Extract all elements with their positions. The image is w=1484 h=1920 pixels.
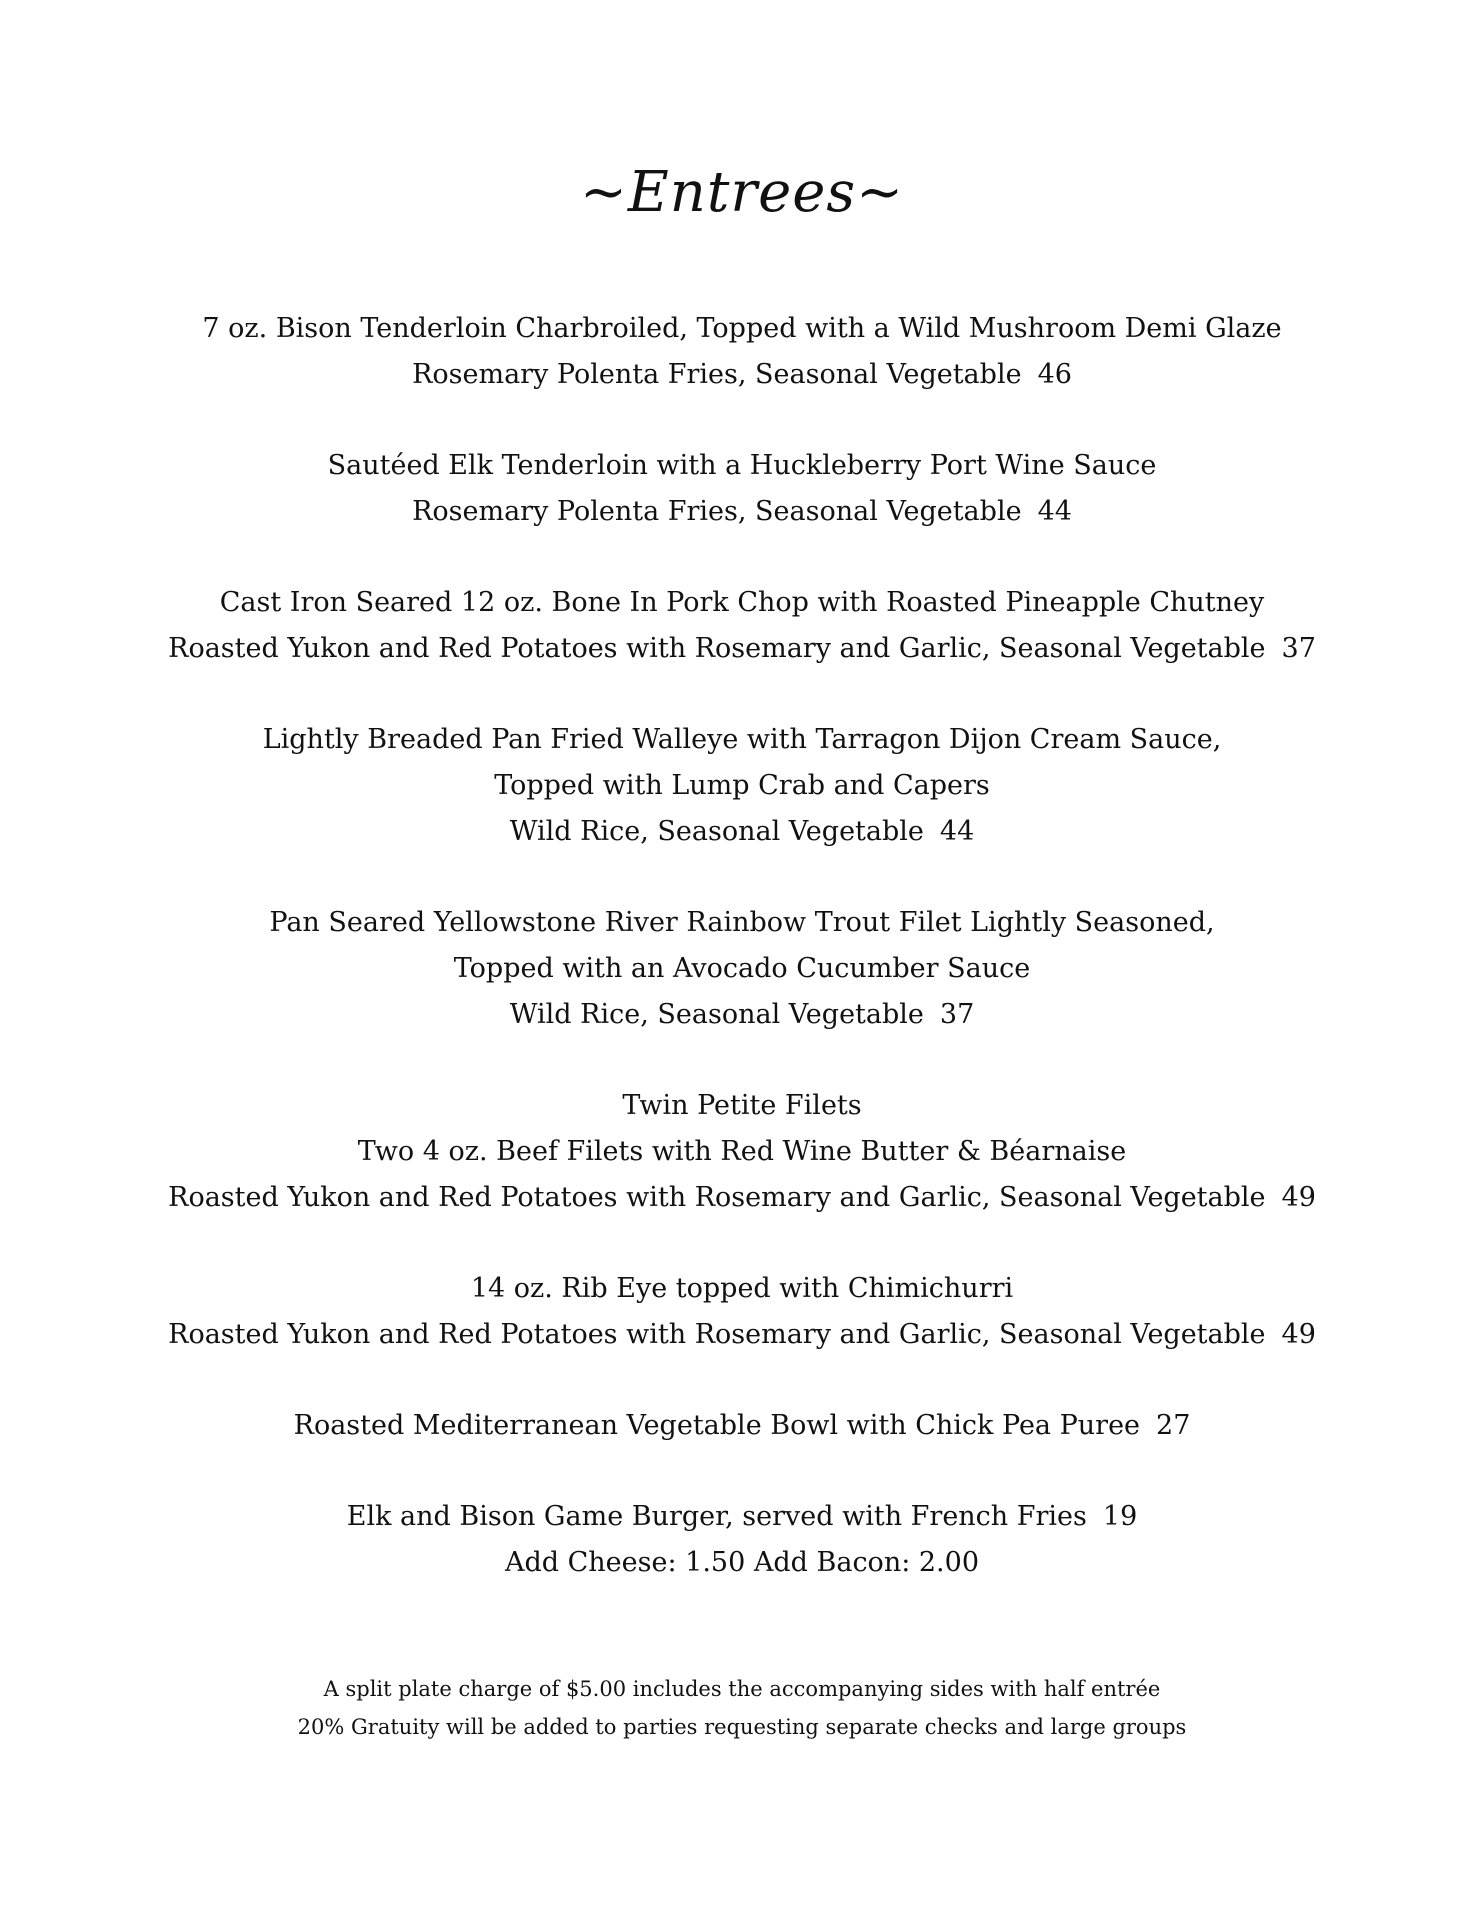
entree-item	[0, 1403, 1484, 1449]
entree-price: 27	[1156, 1410, 1191, 1441]
entree-description: Pan Seared Yellowstone River Rainbow Trout Filet Lightly Seasoned,	[269, 907, 1215, 938]
entree-line	[0, 763, 1484, 809]
entree-line	[0, 489, 1484, 535]
entree-description: Topped with an Avocado Cucumber Sauce	[453, 953, 1031, 984]
entree-line	[0, 1175, 1484, 1221]
entree-description: Rosemary Polenta Fries, Seasonal Vegetable	[412, 496, 1022, 527]
entree-line	[0, 443, 1484, 489]
entree-line	[0, 1494, 1484, 1540]
entree-line	[0, 1266, 1484, 1312]
entree-description: Twin Petite Filets	[622, 1090, 862, 1121]
entree-description: Wild Rice, Seasonal Vegetable	[509, 999, 924, 1030]
entree-line	[0, 1083, 1484, 1129]
entree-price: 44	[1037, 496, 1072, 527]
entree-item	[0, 900, 1484, 1038]
entree-description: Rosemary Polenta Fries, Seasonal Vegetable	[412, 359, 1022, 390]
entree-item	[0, 1266, 1484, 1358]
entree-price: 37	[939, 999, 975, 1030]
entree-addons: Add Cheese: 1.50 Add Bacon: 2.00	[504, 1547, 980, 1578]
entree-line	[0, 1129, 1484, 1175]
gratuity-note: 20% Gratuity will be added to parties requesting separate checks and large groups	[297, 1715, 1187, 1739]
entree-description: 7 oz. Bison Tenderloin Charbroiled, Topped with a Wild Mushroom Demi Glaze	[202, 313, 1282, 344]
entree-line	[0, 717, 1484, 763]
entree-item	[0, 306, 1484, 398]
entree-price: 49	[1281, 1182, 1316, 1213]
entree-description: Sautéed Elk Tenderloin with a Huckleberry Port Wine Sauce	[327, 450, 1157, 481]
entree-price: 44	[939, 816, 975, 847]
entree-price: 19	[1102, 1501, 1138, 1532]
entree-description: Cast Iron Seared 12 oz. Bone In Pork Chop with Roasted Pineapple Chutney	[219, 587, 1265, 618]
entree-line	[0, 809, 1484, 855]
menu-notes	[0, 1670, 1484, 1746]
entree-line	[0, 1540, 1484, 1586]
entree-description: Two 4 oz. Beef Filets with Red Wine Butter & Béarnaise	[357, 1136, 1127, 1167]
entree-price: 46	[1037, 359, 1072, 390]
entree-description: Roasted Yukon and Red Potatoes with Rosemary and Garlic, Seasonal Vegetable	[168, 633, 1266, 664]
entree-item	[0, 717, 1484, 855]
entree-description: Roasted Yukon and Red Potatoes with Rosemary and Garlic, Seasonal Vegetable	[168, 1182, 1266, 1213]
entree-line	[0, 1403, 1484, 1449]
menu-title: ~Entrees~	[579, 160, 905, 225]
entree-list	[0, 306, 1484, 1631]
entree-item	[0, 1083, 1484, 1221]
entree-line	[0, 1312, 1484, 1358]
entree-description: Wild Rice, Seasonal Vegetable	[509, 816, 924, 847]
entree-item	[0, 580, 1484, 672]
entree-line	[0, 946, 1484, 992]
split-plate-note: A split plate charge of $5.00 includes the accompanying sides with half entrée	[323, 1677, 1161, 1701]
entree-line	[0, 992, 1484, 1038]
entree-item	[0, 1494, 1484, 1586]
entree-item	[0, 443, 1484, 535]
entree-price: 49	[1281, 1319, 1316, 1350]
entree-line	[0, 306, 1484, 352]
entree-description: Elk and Bison Game Burger, served with French Fries	[346, 1501, 1087, 1532]
entree-description: 14 oz. Rib Eye topped with Chimichurri	[470, 1273, 1014, 1304]
entree-description: Topped with Lump Crab and Capers	[494, 770, 990, 801]
entree-description: Roasted Mediterranean Vegetable Bowl with Chick Pea Puree	[293, 1410, 1141, 1441]
entree-description: Roasted Yukon and Red Potatoes with Rosemary and Garlic, Seasonal Vegetable	[168, 1319, 1266, 1350]
entree-line	[0, 900, 1484, 946]
entree-line	[0, 352, 1484, 398]
entree-price: 37	[1281, 633, 1316, 664]
entree-line	[0, 580, 1484, 626]
entree-line	[0, 626, 1484, 672]
entree-description: Lightly Breaded Pan Fried Walleye with Tarragon Dijon Cream Sauce,	[262, 724, 1222, 755]
